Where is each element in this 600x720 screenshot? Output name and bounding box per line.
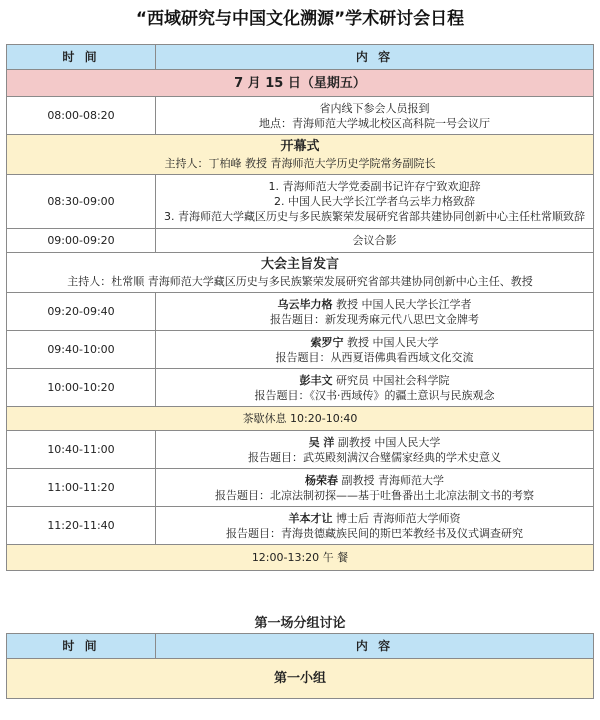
row-time: 11:00-11:20: [7, 469, 156, 507]
header-time: 时 间: [7, 45, 156, 70]
lunch-label: 12:00-13:20 午 餐: [7, 545, 594, 571]
page-title: “西域研究与中国文化溯源”学术研讨会日程: [135, 9, 465, 29]
row-content: [156, 431, 594, 469]
row-content: [156, 507, 594, 545]
speaker-name: 羊本才让: [288, 511, 333, 525]
lunch-row: [7, 545, 594, 571]
report-topic: 报告题目：青海贵德藏族民间的斯巴苯教经书及仪式调查研究: [226, 526, 523, 540]
section-title: 开幕式: [280, 139, 320, 154]
speaker-line: [160, 373, 589, 388]
speaker-title: 教授 中国人民大学长江学者: [332, 297, 472, 311]
section-row: [7, 253, 594, 293]
speaker-name: 吴 洋: [308, 435, 335, 449]
speaker-title: 博士后 青海师范大学师资: [332, 511, 461, 525]
row-content: [156, 175, 594, 229]
speaker-line: [160, 473, 589, 488]
row-time: 10:40-11:00: [7, 431, 156, 469]
table-row: [7, 431, 594, 469]
row-content: 会议合影: [156, 229, 594, 253]
section-title: 大会主旨发言: [260, 257, 339, 272]
section-host: 主持人：杜常顺 青海师范大学藏区历史与多民族繁荣发展研究省部共建协同创新中心主任、教授: [67, 275, 533, 288]
report-topic: 报告题目：北凉法制初探——基于吐鲁番出土北凉法制文书的考察: [215, 488, 534, 502]
row-time: 08:30-09:00: [7, 175, 156, 229]
group-label: 第一小组: [7, 659, 594, 699]
table-header: [7, 45, 594, 70]
report-topic: 报告题目：《汉书·西域传》的疆土意识与民族观念: [254, 388, 495, 402]
speaker-name: 彭丰文: [299, 373, 333, 387]
table-row: [7, 229, 594, 253]
schedule-table: [6, 44, 594, 571]
speaker-name: 索罗宁: [310, 335, 344, 349]
row-content: [156, 469, 594, 507]
break-row: [7, 407, 594, 431]
section-cell: [7, 253, 594, 293]
row-time: 11:20-11:40: [7, 507, 156, 545]
break-label: 茶歇休息 10:20-10:40: [7, 407, 594, 431]
report-topic: 报告题目：从西夏语佛典看西域文化交流: [275, 350, 474, 364]
table-header: [7, 634, 594, 659]
table-row: [7, 97, 594, 135]
row-line: 3. 青海师范大学藏区历史与多民族繁荣发展研究省部共建协同创新中心主任杜常顺致辞: [164, 210, 585, 223]
table-row: [7, 331, 594, 369]
row-content: [156, 293, 594, 331]
section-host: 主持人：丁柏峰 教授 青海师范大学历史学院常务副院长: [164, 157, 436, 170]
row-time: 09:20-09:40: [7, 293, 156, 331]
section-row: [7, 135, 594, 175]
speaker-name: 乌云毕力格: [277, 297, 333, 311]
table-row: [7, 507, 594, 545]
session-table: [6, 633, 594, 699]
table-row: [7, 369, 594, 407]
speaker-title: 研究员 中国社会科学院: [332, 373, 450, 387]
row-line: 1. 青海师范大学党委副书记许存宁致欢迎辞: [268, 180, 481, 193]
report-topic: 报告题目：新发现秀麻元代八思巴文金牌考: [270, 312, 479, 326]
speaker-line: [160, 511, 589, 526]
report-topic: 报告题目：武英殿刻满汉合璧儒家经典的学术史意义: [248, 450, 501, 464]
speaker-line: [160, 297, 589, 312]
header-content: 内 容: [156, 45, 594, 70]
table-row: [7, 293, 594, 331]
speaker-title: 副教授 青海师范大学: [338, 473, 444, 487]
row-time: 10:00-10:20: [7, 369, 156, 407]
row-line: 地点：青海师范大学城北校区高科院一号会议厅: [259, 116, 490, 130]
group-row: [7, 659, 594, 699]
row-content: [156, 369, 594, 407]
row-line: 省内线下参会人员报到: [319, 101, 430, 115]
row-time: 09:00-09:20: [7, 229, 156, 253]
speaker-line: [160, 435, 589, 450]
row-time: 08:00-08:20: [7, 97, 156, 135]
row-line: 2. 中国人民大学长江学者乌云毕力格致辞: [274, 195, 475, 208]
row-time: 09:40-10:00: [7, 331, 156, 369]
speaker-line: [160, 335, 589, 350]
row-content: [156, 97, 594, 135]
speaker-name: 杨荣春: [305, 473, 338, 487]
day-row: [7, 70, 594, 97]
header-time: 时 间: [7, 634, 156, 659]
row-content: [156, 331, 594, 369]
speaker-title: 副教授 中国人民大学: [334, 435, 441, 449]
day-label: 7 月 15 日（星期五）: [7, 70, 594, 97]
table-row: [7, 175, 594, 229]
table-row: [7, 469, 594, 507]
speaker-title: 教授 中国人民大学: [343, 335, 439, 349]
section-cell: [7, 135, 594, 175]
session-title: 第一场分组讨论: [254, 616, 346, 631]
header-content: 内 容: [156, 634, 594, 659]
